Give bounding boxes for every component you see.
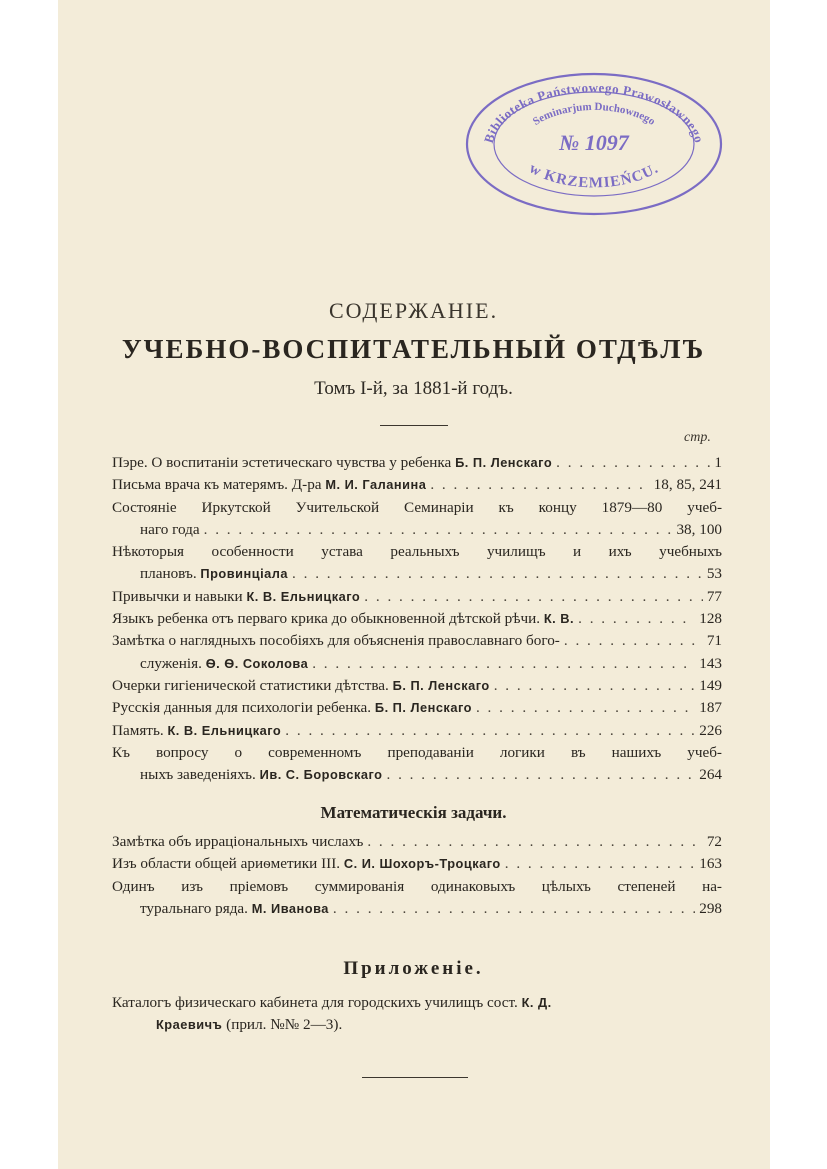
department-title: УЧЕБНО-ВОСПИТАТЕЛЬНЫЙ ОТДѢЛЪ xyxy=(121,334,706,364)
appendix-title: Приложенiе. xyxy=(343,958,484,979)
toc-entry: Русскiя данныя для психологiи ребенка. Б. П. Ленскаго . . . 187 xyxy=(112,697,722,719)
toc-entry: Состоянiе Иркутской Учительской Семинарiи къ концу 1879—80 учеб- xyxy=(112,498,722,516)
appendix-entry xyxy=(112,992,722,1037)
toc-entry: Пэре. О воспитанiи эстетическаго чувства у ребенка Б. П. Ленскаго . . . 1 xyxy=(112,452,722,474)
toc-entry: Очерки гигiенической статистики дѣтства. Б. П. Ленскаго . . . 149 xyxy=(112,675,722,697)
toc-entry: Изъ области общей ариѳметики III. С. И. Шохоръ-Троцкаго . . . 163 xyxy=(112,853,722,875)
toc-entry-continuation: плановъ. Провинцiала . . . 53 xyxy=(112,563,722,585)
library-stamp xyxy=(462,68,724,216)
toc-entry: Одинъ изъ прiемовъ суммированiя одинаковыхъ цѣлыхъ степеней на- xyxy=(112,877,722,895)
volume-subtitle: Томъ I-й, за 1881-й годъ. xyxy=(314,378,513,399)
toc-entry: Къ вопросу о современномъ преподаванiи логики въ нашихъ учеб- xyxy=(112,743,722,761)
toc-entry: Замѣтка объ ирраціональныхъ числахъ . . . 72 xyxy=(112,831,722,853)
toc-entry: Привычки и навыки К. В. Ельницкаго . . . 77 xyxy=(112,586,722,608)
toc-entry: Замѣтка о наглядныхъ пособiяхъ для объясненiя православнаго бого- . . . 71 xyxy=(112,630,722,652)
stamp-top-text: Biblioteka Państwowego Prawosławnego xyxy=(480,79,708,145)
toc-entry-continuation: ныхъ заведенiяхъ. Ив. С. Боровскаго . . . 264 xyxy=(112,764,722,786)
page-column-label: стр. xyxy=(684,430,711,445)
toc-entry: Память. К. В. Ельницкаго . . . 226 xyxy=(112,720,722,742)
math-toc xyxy=(112,831,722,920)
stamp-number: № 1097 xyxy=(559,130,629,155)
appendix-line: Краевичъ (прил. №№ 2—3). xyxy=(156,1016,343,1034)
divider-rule xyxy=(380,425,448,426)
toc-entry: Языкъ ребенка отъ перваго крика до обыкновенной дѣтской рѣчи. К. В. . . . 128 xyxy=(112,608,722,630)
toc-entry-continuation: туральнаго ряда. М. Иванова . . . 298 xyxy=(112,898,722,920)
math-section-title: Математическiя задачи. xyxy=(320,803,507,822)
toc-entry-continuation: наго года . . . 38, 100 xyxy=(112,519,722,541)
main-toc xyxy=(112,452,722,786)
toc-entry-continuation: служенiя. Ѳ. Ѳ. Соколова . . . 143 xyxy=(112,653,722,675)
appendix-line: Каталогъ физическаго кабинета для городскихъ училищъ сост. К. Д. xyxy=(112,994,552,1011)
contents-heading: СОДЕРЖАНIЕ. xyxy=(328,298,499,323)
toc-entry: Письма врача къ матерямъ. Д-ра М. И. Галанина . . . 18, 85, 241 xyxy=(112,474,722,496)
bottom-divider-rule xyxy=(362,1077,468,1078)
stamp-bottom-text: w KRZEMIEŃCU. xyxy=(526,160,662,192)
toc-entry: Нѣкоторыя особенности устава реальныхъ училищъ и ихъ учебныхъ xyxy=(112,543,722,561)
stamp-inner-text: Seminarjum Duchownego xyxy=(530,100,658,128)
